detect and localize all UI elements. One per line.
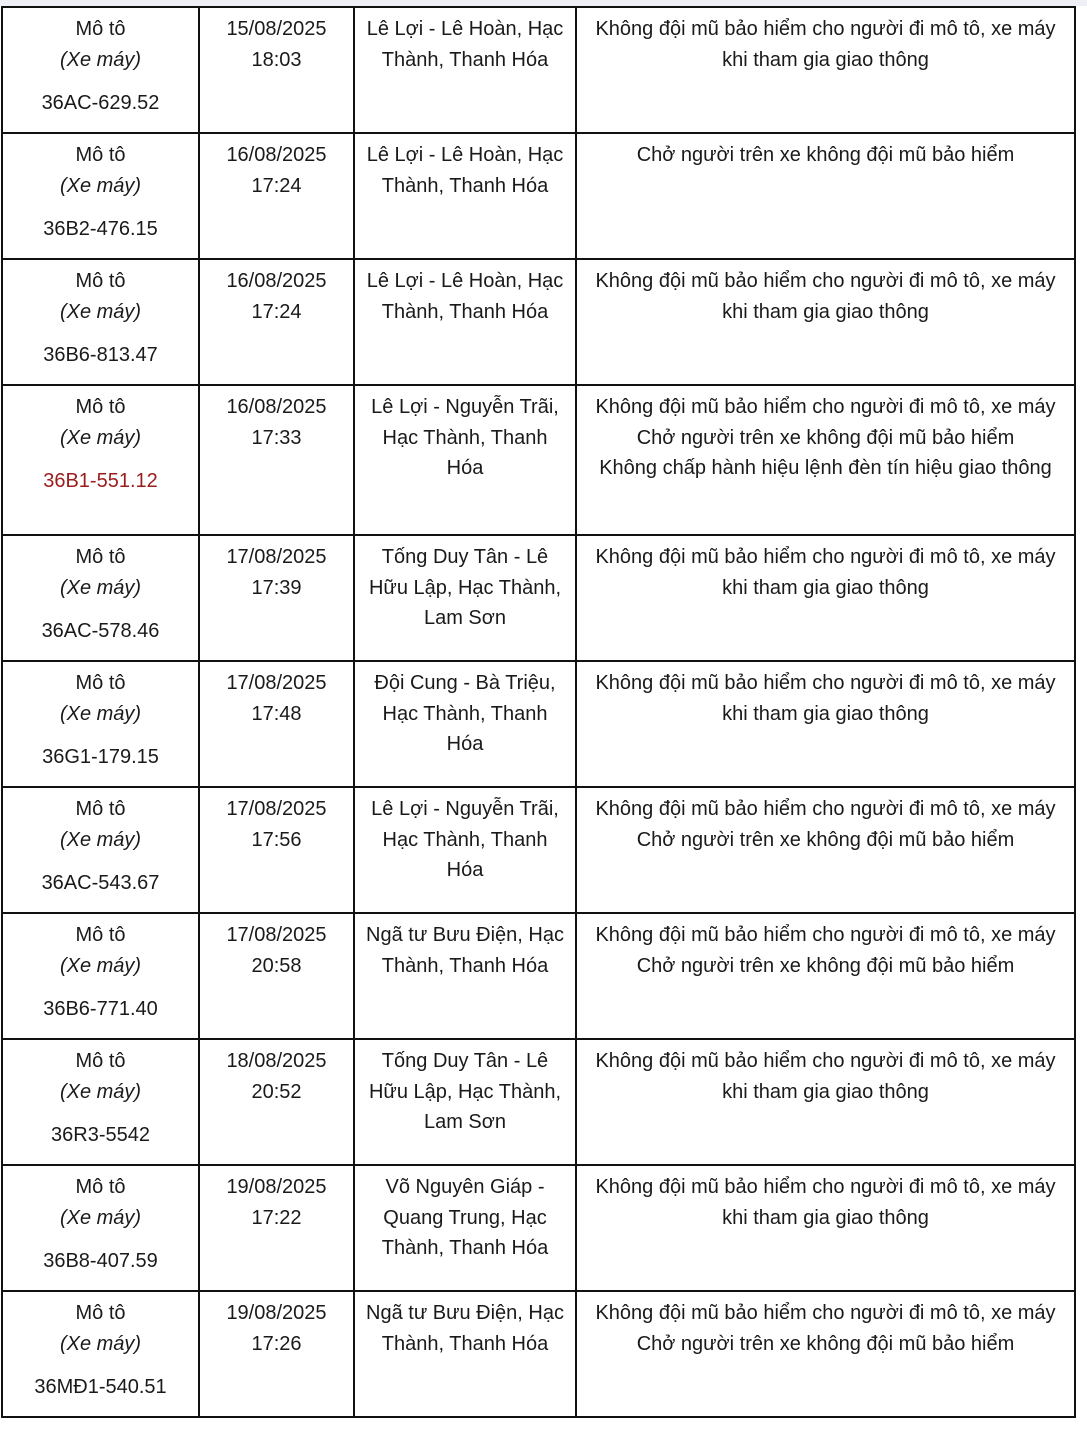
violation-description-cell [576,1291,1075,1417]
violation-description: Không đội mũ bảo hiểm cho người đi mô tô, xe máy [595,1302,1056,1324]
violation-description-cell [576,787,1075,913]
vehicle-cell [2,259,199,385]
location-cell [354,1039,576,1165]
violation-time: 17:56 [251,828,302,851]
location-cell [354,133,576,259]
violations-table [1,6,1076,1418]
datetime-cell [199,385,354,535]
violation-date: 15/08/2025 [226,18,327,40]
violation-location: Tống Duy Tân - Lê Hữu Lập, Hạc Thành, Lam Sơn [368,546,562,629]
violation-description-cell [576,385,1075,535]
violation-date: 17/08/2025 [226,672,327,694]
table-row [2,1291,1075,1417]
violation-description: Không đội mũ bảo hiểm cho người đi mô tô, xe máy khi tham gia giao thông [595,1050,1056,1103]
vehicle-cell [2,787,199,913]
license-plate: 36R3-5542 [51,1124,150,1146]
vehicle-type: Mô tô [75,924,126,946]
violation-description: Không đội mũ bảo hiểm cho người đi mô tô, xe máy khi tham gia giao thông [595,18,1056,71]
violation-location: Lê Lợi - Lê Hoàn, Hạc Thành, Thanh Hóa [366,144,564,197]
violation-date: 16/08/2025 [226,144,327,166]
vehicle-type: Mô tô [75,270,126,292]
location-cell [354,535,576,661]
license-plate: 36MĐ1-540.51 [34,1376,167,1398]
vehicle-subtype: (Xe máy) [59,1332,142,1355]
vehicle-type: Mô tô [75,144,126,166]
vehicle-type: Mô tô [75,546,126,568]
violation-description-cell [576,259,1075,385]
violation-description-cell [576,661,1075,787]
license-plate: 36B2-476.15 [43,218,158,240]
violation-description: Không chấp hành hiệu lệnh đèn tín hiệu giao thông [599,457,1052,479]
vehicle-type: Mô tô [75,1050,126,1072]
vehicle-type: Mô tô [75,1176,126,1198]
datetime-cell [199,7,354,133]
violation-description: Không đội mũ bảo hiểm cho người đi mô tô, xe máy khi tham gia giao thông [595,672,1056,725]
license-plate: 36G1-179.15 [42,746,159,768]
violation-description-cell [576,1165,1075,1291]
violation-location: Ngã tư Bưu Điện, Hạc Thành, Thanh Hóa [366,1302,564,1355]
datetime-cell [199,913,354,1039]
datetime-cell [199,787,354,913]
violation-description: Chở người trên xe không đội mũ bảo hiểm [636,828,1015,851]
violation-location: Ngã tư Bưu Điện, Hạc Thành, Thanh Hóa [366,924,564,977]
violation-description-cell [576,535,1075,661]
violation-time: 17:26 [251,1332,302,1355]
table-row [2,661,1075,787]
table-row [2,1165,1075,1291]
table-row [2,913,1075,1039]
datetime-cell [199,133,354,259]
location-cell [354,787,576,913]
violation-time: 17:24 [251,300,302,323]
violation-date: 19/08/2025 [226,1176,327,1198]
violation-date: 17/08/2025 [226,546,327,568]
violation-time: 17:24 [251,174,302,197]
violation-date: 19/08/2025 [226,1302,327,1324]
vehicle-subtype: (Xe máy) [59,300,142,323]
vehicle-cell [2,1039,199,1165]
violation-description-cell [576,1039,1075,1165]
violation-location: Đội Cung - Bà Triệu, Hạc Thành, Thanh Hóa [374,672,556,755]
violation-description: Chở người trên xe không đội mũ bảo hiểm [636,426,1015,449]
violation-description-cell [576,133,1075,259]
vehicle-subtype: (Xe máy) [59,48,142,71]
vehicle-cell [2,7,199,133]
location-cell [354,1165,576,1291]
datetime-cell [199,1291,354,1417]
table-row [2,1039,1075,1165]
vehicle-cell [2,133,199,259]
violation-location: Lê Lợi - Nguyễn Trãi, Hạc Thành, Thanh Hóa [371,798,559,881]
location-cell [354,385,576,535]
violation-description: Chở người trên xe không đội mũ bảo hiểm [636,1332,1015,1355]
violation-time: 17:33 [251,426,302,449]
datetime-cell [199,259,354,385]
violation-location: Lê Lợi - Lê Hoàn, Hạc Thành, Thanh Hóa [366,270,564,323]
license-plate: 36AC-578.46 [41,620,160,642]
table-row [2,385,1075,535]
violation-description: Không đội mũ bảo hiểm cho người đi mô tô, xe máy khi tham gia giao thông [595,1176,1056,1229]
violation-description: Chở người trên xe không đội mũ bảo hiểm [636,954,1015,977]
vehicle-subtype: (Xe máy) [59,1080,142,1103]
location-cell [354,7,576,133]
datetime-cell [199,1165,354,1291]
license-plate: 36AC-629.52 [41,92,160,114]
license-plate: 36B6-813.47 [43,344,158,366]
vehicle-cell [2,385,199,535]
violation-location: Lê Lợi - Nguyễn Trãi, Hạc Thành, Thanh Hóa [371,396,559,479]
violation-date: 17/08/2025 [226,924,327,946]
violation-description-cell [576,913,1075,1039]
datetime-cell [199,535,354,661]
violation-description: Không đội mũ bảo hiểm cho người đi mô tô, xe máy [595,924,1056,946]
vehicle-subtype: (Xe máy) [59,828,142,851]
violation-description: Không đội mũ bảo hiểm cho người đi mô tô, xe máy [595,798,1056,820]
vehicle-type: Mô tô [75,1302,126,1324]
violation-location: Tống Duy Tân - Lê Hữu Lập, Hạc Thành, Lam Sơn [368,1050,562,1133]
table-row [2,259,1075,385]
violation-description: Không đội mũ bảo hiểm cho người đi mô tô, xe máy khi tham gia giao thông [595,270,1056,323]
table-row [2,133,1075,259]
vehicle-subtype: (Xe máy) [59,576,142,599]
violation-location: Võ Nguyên Giáp - Quang Trung, Hạc Thành, Thanh Hóa [381,1176,549,1259]
license-plate: 36B6-771.40 [43,998,158,1020]
vehicle-subtype: (Xe máy) [59,702,142,725]
vehicle-type: Mô tô [75,396,126,418]
vehicle-cell [2,535,199,661]
violation-time: 20:52 [251,1080,302,1103]
datetime-cell [199,661,354,787]
violation-description: Chở người trên xe không đội mũ bảo hiểm [636,144,1015,166]
license-plate: 36AC-543.67 [41,872,160,894]
datetime-cell [199,1039,354,1165]
vehicle-cell [2,1291,199,1417]
violation-location: Lê Lợi - Lê Hoàn, Hạc Thành, Thanh Hóa [366,18,564,71]
violation-date: 16/08/2025 [226,396,327,418]
vehicle-subtype: (Xe máy) [59,954,142,977]
violation-date: 17/08/2025 [226,798,327,820]
location-cell [354,913,576,1039]
table-row [2,535,1075,661]
vehicle-type: Mô tô [75,672,126,694]
violation-date: 16/08/2025 [226,270,327,292]
violations-table-body [2,7,1075,1417]
location-cell [354,1291,576,1417]
location-cell [354,259,576,385]
violation-description-cell [576,7,1075,133]
violation-date: 18/08/2025 [226,1050,327,1072]
vehicle-cell [2,1165,199,1291]
table-row [2,7,1075,133]
violation-time: 20:58 [251,954,302,977]
violation-description: Không đội mũ bảo hiểm cho người đi mô tô, xe máy [595,396,1056,418]
violation-time: 17:39 [251,576,302,599]
violation-time: 17:48 [251,702,302,725]
license-plate: 36B1-551.12 [43,470,158,492]
vehicle-type: Mô tô [75,798,126,820]
vehicle-subtype: (Xe máy) [59,426,142,449]
violation-time: 17:22 [251,1206,302,1229]
violation-description: Không đội mũ bảo hiểm cho người đi mô tô, xe máy khi tham gia giao thông [595,546,1056,599]
license-plate: 36B8-407.59 [43,1250,158,1272]
vehicle-subtype: (Xe máy) [59,1206,142,1229]
location-cell [354,661,576,787]
violation-time: 18:03 [251,48,302,71]
vehicle-cell [2,913,199,1039]
vehicle-cell [2,661,199,787]
vehicle-subtype: (Xe máy) [59,174,142,197]
vehicle-type: Mô tô [75,18,126,40]
table-row [2,787,1075,913]
